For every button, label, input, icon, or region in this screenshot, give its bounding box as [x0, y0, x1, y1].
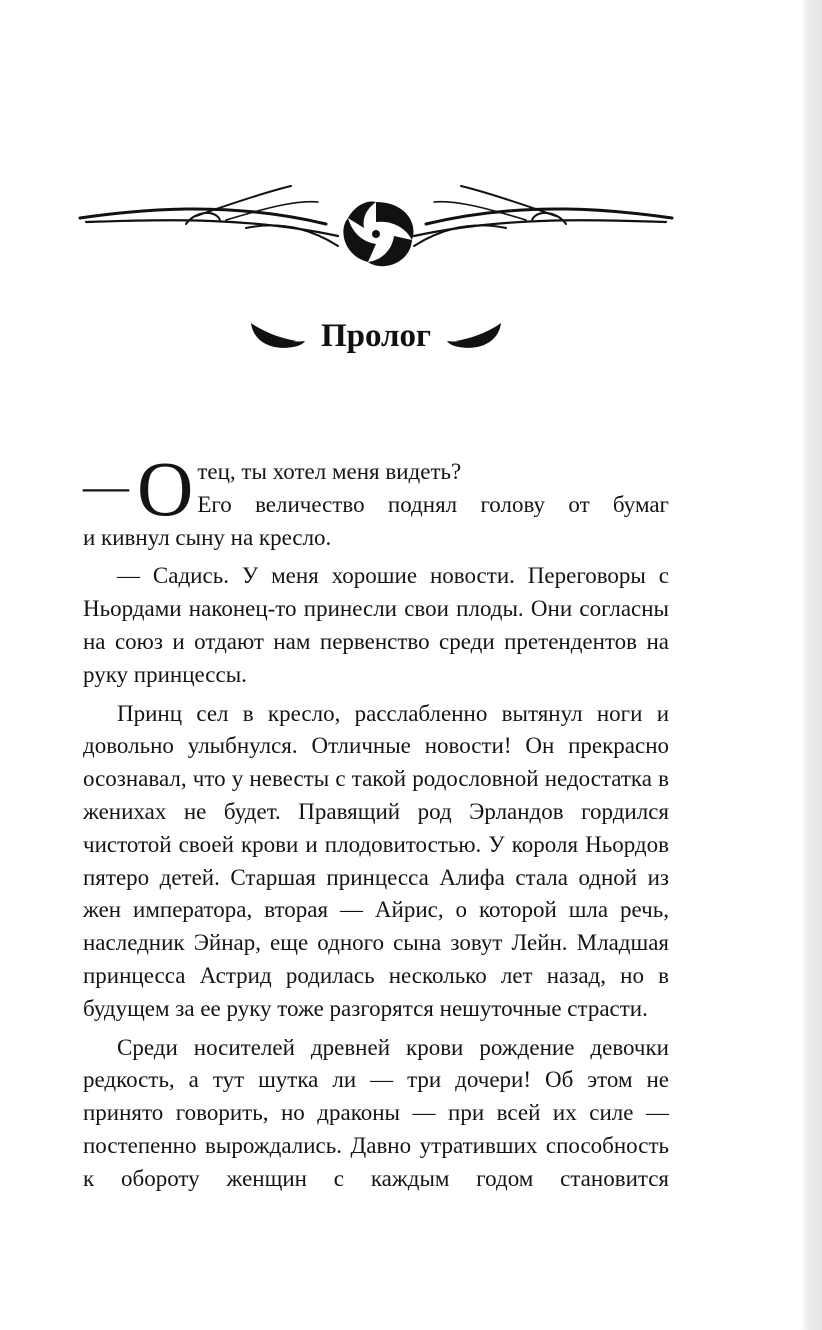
paragraph-opening-line: тец, ты хотел меня видеть? [197, 459, 462, 484]
paragraph: Принц сел в кресло, расслабленно вытянул ноги и довольно улыбнулся. Отличные новости! Он прекрасно осознавал, что у невесты с такой родословной недостатка в женихах не будет. Правящий род Эрландов гордился чистотой своей крови и плодовитостью. У короля Ньордов пятеро детей. Старшая принцесса Алифа стала одной из жен императора, вторая — Айрис, о которой шла речь, наследник Эйнар, еще одного сына зовут Лейн. Младшая принцесса Астрид родилась несколько лет назад, но в будущем за ее руку тоже разгорятся нешуточные страсти. [83, 700, 669, 1021]
feather-right-icon [445, 319, 503, 355]
feather-left-icon [249, 319, 307, 355]
body-text [83, 445, 669, 1196]
ornament-divider-icon [76, 180, 676, 270]
dropcap-dash: — [83, 460, 129, 511]
page-title: Пролог [320, 318, 432, 354]
dropcap-letter: О [137, 445, 194, 532]
chapter-heading [0, 318, 752, 355]
page-edge-shadow [800, 0, 822, 1330]
paragraph: — Садись. У меня хорошие новости. Переговоры с Ньордами наконец-то принесли свои плоды. Они согласны на союз и отдают нам первенство среди претендентов на руку принцессы. [83, 563, 669, 687]
dropcap-block [83, 445, 669, 532]
paragraph: Среди носителей древней крови рождение девочки редкость, а тут шутка ли — три дочери! Об этом не принято говорить, но драконы — при всей их силе — постепенно вырождались. Давно утративших способность к обороту женщин с каждым годом становится [83, 1034, 669, 1191]
paragraph-second-line: Его величество поднял голову от бумаг [197, 491, 669, 517]
paragraph-continuation: и кивнул сыну на кресло. [83, 524, 332, 550]
